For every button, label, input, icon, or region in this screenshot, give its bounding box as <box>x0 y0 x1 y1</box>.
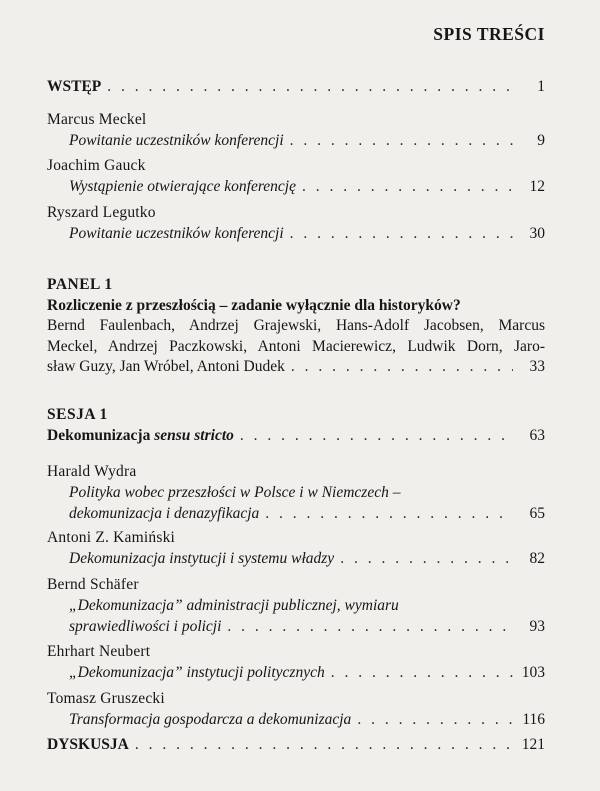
paper-title-line: Dekomunizacja instytucji i systemu władzy <box>69 550 335 567</box>
page-number: 12 <box>529 178 545 195</box>
paper-title-line: sprawiedliwości i policji <box>69 618 222 635</box>
toc-row <box>47 76 545 97</box>
page-number: 63 <box>529 427 545 444</box>
paper-title-line: „Dekomunizacja” administracji publicznej, wymiaru <box>69 597 399 614</box>
toc-entry-dyskusja <box>47 734 545 755</box>
author-name: Ehrhart Neubert <box>47 643 151 660</box>
page-number: 65 <box>529 505 545 522</box>
speech-title: Wystąpienie otwierające konferencję <box>69 178 296 195</box>
author-name: Ryszard Legutko <box>47 204 156 221</box>
toc-row <box>47 616 545 637</box>
toc-entry-paper <box>47 575 545 637</box>
page-number: 103 <box>521 664 545 681</box>
section-label: DYSKUSJA <box>47 736 129 753</box>
author-name: Antoni Z. Kamiński <box>47 529 176 546</box>
toc-row <box>47 662 545 683</box>
toc-row <box>47 357 545 378</box>
toc-row <box>47 709 545 730</box>
author-name: Bernd Schäfer <box>47 576 139 593</box>
session-title-regular: Dekomunizacja <box>47 427 155 444</box>
dot-leader <box>265 503 513 524</box>
dot-leader <box>290 223 513 244</box>
dot-leader <box>107 76 513 97</box>
dot-leader <box>290 130 513 151</box>
toc-entry-session <box>47 405 545 446</box>
section-label: WSTĘP <box>47 78 102 95</box>
dot-leader <box>302 176 513 197</box>
dot-leader <box>240 425 513 446</box>
page-number: 82 <box>529 550 545 567</box>
toc-entry-speech <box>47 110 545 151</box>
page-number: 93 <box>529 618 545 635</box>
author-name: Harald Wydra <box>47 463 137 480</box>
dot-leader <box>357 709 513 730</box>
toc-row <box>47 548 545 569</box>
page-number: 9 <box>537 132 545 149</box>
toc-row <box>47 130 545 151</box>
paper-title-line: dekomunizacja i denazyfikacja <box>69 505 260 522</box>
page-number: 30 <box>529 225 545 242</box>
speech-title: Powitanie uczestników konferencji <box>69 132 284 149</box>
session-label: SESJA 1 <box>47 406 108 423</box>
paper-title-line: „Dekomunizacja” instytucji politycznych <box>69 664 325 681</box>
toc-row <box>47 223 545 244</box>
page-number: 116 <box>522 711 545 728</box>
page-title: SPIS TREŚCI <box>433 24 545 44</box>
panel-title: Rozliczenie z przeszłością – zadanie wyłącznie dla historyków? <box>47 297 461 314</box>
session-title <box>47 425 234 446</box>
author-name: Tomasz Gruszecki <box>47 690 165 707</box>
toc-row <box>47 425 545 446</box>
dot-leader <box>331 662 513 683</box>
toc-entry-panel <box>47 275 545 378</box>
toc-entry-paper <box>47 642 545 683</box>
page-number: 33 <box>529 358 545 375</box>
toc-entry-paper <box>47 689 545 730</box>
paper-title-line: Transformacja gospodarcza a dekomunizacja <box>69 711 352 728</box>
dot-leader <box>340 548 513 569</box>
author-name: Joachim Gauck <box>47 157 146 174</box>
toc-row <box>47 734 545 755</box>
dot-leader <box>227 616 513 637</box>
panel-label: PANEL 1 <box>47 276 113 293</box>
dot-leader <box>135 734 513 755</box>
page-number: 1 <box>537 78 545 95</box>
session-title-italic: sensu stricto <box>154 427 234 444</box>
dot-leader <box>291 357 513 378</box>
page-number: 121 <box>521 736 545 753</box>
participants-line: Meckel, Andrzej Paczkowski, Antoni Macierewicz, Ludwik Dorn, Jaro- <box>47 337 545 355</box>
author-name: Marcus Meckel <box>47 111 147 128</box>
participants-line: Bernd Faulenbach, Andrzej Grajewski, Hans-Adolf Jacobsen, Marcus <box>47 317 545 334</box>
toc-entry-paper <box>47 528 545 569</box>
toc-entry-speech <box>47 156 545 197</box>
toc-entry-paper <box>47 462 545 524</box>
toc-entry-speech <box>47 203 545 244</box>
toc-row <box>47 503 545 524</box>
speech-title: Powitanie uczestników konferencji <box>69 225 284 242</box>
participants-line: sław Guzy, Jan Wróbel, Antoni Dudek <box>47 358 285 375</box>
paper-title-line: Polityka wobec przeszłości w Polsce i w Niemczech – <box>69 484 401 501</box>
toc-row <box>47 176 545 197</box>
toc-entry-wstep <box>47 76 545 97</box>
